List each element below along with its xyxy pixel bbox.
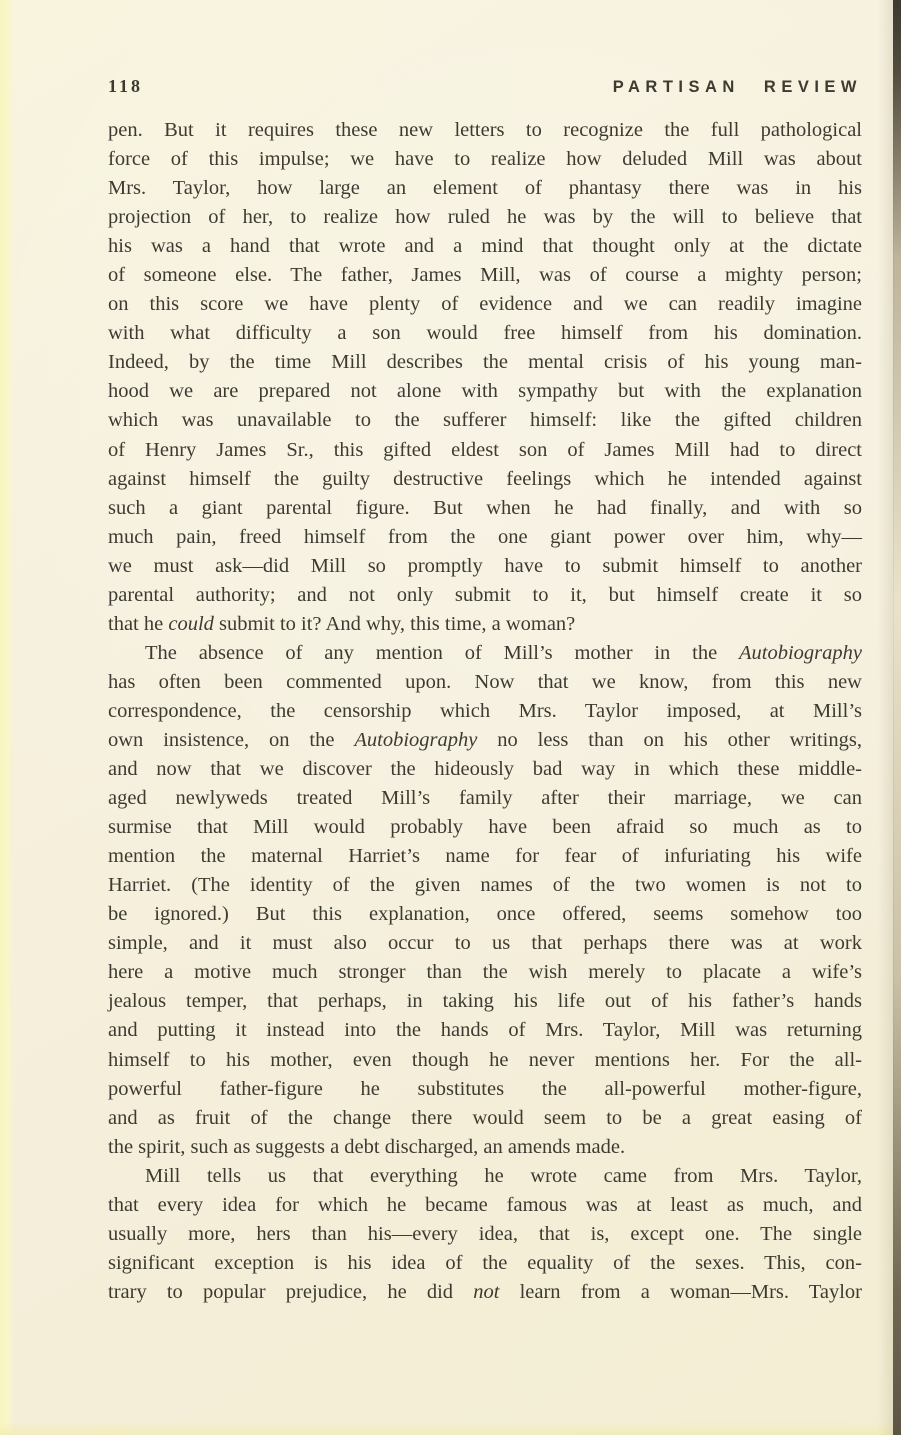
running-header: [108, 76, 862, 97]
text-run: surmise that Mill would probably have been afraid so much as to: [108, 816, 862, 839]
text-run: his was a hand that wrote and a mind that thought only at the dictate: [108, 235, 862, 258]
text-line: [108, 145, 862, 174]
body-text: [108, 116, 862, 1307]
journal-title: PARTISAN REVIEW: [612, 78, 862, 96]
text-line: [108, 755, 862, 784]
text-line: [108, 203, 862, 232]
text-run: on this score we have plenty of evidence and we can readily imagine: [108, 293, 862, 316]
text-run: Harriet. (The identity of the given names of the two women is not to: [108, 874, 862, 897]
text-run: here a motive much stronger than the wish merely to placate a wife’s: [108, 961, 862, 984]
text-run: correspondence, the censorship which Mrs. Taylor imposed, at Mill’s: [108, 699, 862, 722]
text-run: pen. But it requires these new letters to recognize the full pathological: [108, 119, 862, 141]
text-run: Indeed, by the time Mill describes the mental crisis of his young man-: [108, 351, 862, 374]
text-run: aged newlyweds treated Mill’s family after their marriage, we can: [108, 787, 862, 810]
text-line: [108, 1220, 862, 1249]
italic-text-run: could: [168, 612, 214, 635]
text-run: and as fruit of the change there would seem to be a great easing of: [108, 1106, 862, 1129]
text-line: [108, 1104, 862, 1133]
text-run: of someone else. The father, James Mill, was of course a mighty person;: [108, 264, 862, 287]
text-line: [108, 987, 862, 1016]
text-line: [108, 1046, 862, 1075]
text-run: hood we are prepared not alone with sympathy but with the explanation: [108, 380, 862, 403]
text-run: that he: [108, 612, 169, 635]
text-run: which was unavailable to the sufferer himself: like the gifted children: [108, 409, 862, 432]
text-run: Mrs. Taylor, how large an element of phantasy there was in his: [108, 177, 862, 200]
text-line: [108, 1278, 862, 1307]
italic-text-run: not: [473, 1280, 500, 1303]
text-line: [108, 1075, 862, 1104]
paragraph: [108, 1162, 862, 1307]
text-line: [108, 697, 862, 726]
page-edge-bottom: [0, 1421, 901, 1435]
text-line: [108, 523, 862, 552]
text-line: [108, 494, 862, 523]
text-line: [108, 116, 862, 145]
text-line: [108, 552, 862, 581]
text-line: [108, 581, 862, 610]
text-run: simple, and it must also occur to us that perhaps there was at work: [108, 932, 862, 955]
text-line: [108, 465, 862, 494]
text-run: own insistence, on the: [108, 728, 355, 751]
text-line: [108, 232, 862, 261]
paragraph: [108, 639, 862, 1162]
text-line: [108, 1016, 862, 1045]
text-run: and putting it instead into the hands of Mrs. Taylor, Mill was returning: [108, 1019, 862, 1042]
text-run: jealous temper, that perhaps, in taking his life out of his father’s hands: [108, 990, 862, 1013]
text-run: mention the maternal Harriet’s name for fear of infuriating his wife: [108, 845, 862, 868]
italic-text-run: Autobiography: [354, 728, 478, 751]
text-run: no less than on his other writings,: [477, 728, 862, 751]
page-number: 118: [108, 76, 144, 96]
text-run: has often been commented upon. Now that we know, from this new: [108, 670, 862, 693]
text-run: usually more, hers than his—every idea, that is, except one. The single: [108, 1222, 862, 1245]
text-run: force of this impulse; we have to realize how deluded Mill was about: [108, 148, 862, 171]
text-run: significant exception is his idea of the equality of the sexes. This, con-: [108, 1251, 862, 1274]
text-line: [108, 784, 862, 813]
text-line: [108, 377, 862, 406]
text-run: the spirit, such as suggests a debt discharged, an amends made.: [108, 1135, 626, 1158]
text-line: [108, 261, 862, 290]
text-run: against himself the guilty destructive feelings which he intended against: [108, 467, 862, 490]
text-line: [108, 871, 862, 900]
text-line: [108, 813, 862, 842]
page-edge-left: [0, 0, 14, 1435]
text-run: The absence of any mention of Mill’s mother in the: [145, 641, 739, 664]
text-line: [108, 348, 862, 377]
text-run: much pain, freed himself from the one giant power over him, why—: [108, 525, 862, 548]
page-edge-right-shadow: [878, 0, 894, 1435]
text-line: [108, 319, 862, 348]
text-line: [108, 668, 862, 697]
text-run: Mill tells us that everything he wrote came from Mrs. Taylor,: [145, 1164, 862, 1187]
text-run: trary to popular prejudice, he did: [108, 1280, 474, 1303]
text-run: with what difficulty a son would free himself from his domination.: [108, 322, 862, 345]
text-line: [108, 1162, 862, 1191]
text-run: submit to it? And why, this time, a woman?: [213, 612, 576, 635]
text-run: powerful father-figure he substitutes the all-powerful mother-figure,: [108, 1077, 862, 1100]
text-run: learn from a woman—Mrs. Taylor: [499, 1280, 863, 1303]
text-run: that every idea for which he became famous was at least as much, and: [108, 1193, 862, 1216]
text-line: [108, 436, 862, 465]
paragraph: [108, 116, 862, 639]
text-line: [108, 406, 862, 435]
text-line: [108, 1249, 862, 1278]
text-line: [108, 900, 862, 929]
text-line: [108, 958, 862, 987]
text-line: [108, 610, 862, 639]
text-line: [108, 174, 862, 203]
text-run: projection of her, to realize how ruled he was by the will to believe that: [108, 206, 862, 229]
text-run: and now that we discover the hideously bad way in which these middle-: [108, 758, 862, 781]
text-line: [108, 290, 862, 319]
text-run: himself to his mother, even though he never mentions her. For the all-: [108, 1048, 862, 1071]
italic-text-run: Autobiography: [739, 641, 862, 664]
text-line: [108, 842, 862, 871]
text-run: such a giant parental figure. But when he had finally, and with so: [108, 496, 862, 519]
text-line: [108, 726, 862, 755]
text-run: be ignored.) But this explanation, once offered, seems somehow too: [108, 903, 862, 926]
text-run: we must ask—did Mill so promptly have to submit himself to another: [108, 554, 862, 577]
text-line: [108, 929, 862, 958]
page-edge-right: [893, 0, 901, 1435]
text-line: [108, 639, 862, 668]
text-run: parental authority; and not only submit to it, but himself create it so: [108, 583, 862, 606]
text-run: of Henry James Sr., this gifted eldest son of James Mill had to direct: [108, 438, 862, 461]
text-line: [108, 1133, 862, 1162]
text-line: [108, 1191, 862, 1220]
